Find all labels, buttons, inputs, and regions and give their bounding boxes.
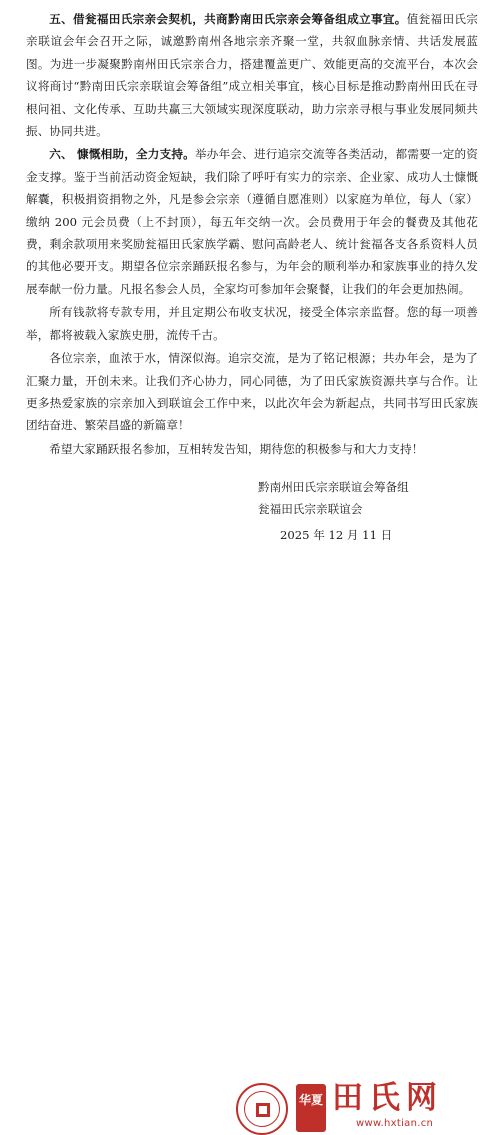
seal-inner-ring (244, 1091, 280, 1127)
closing-text: 希望大家踊跃报名参加，互相转发告知，期待您的积极参与和大力支持！ (49, 441, 424, 456)
funds-text: 所有钱款将专款专用，并且定期公布收支状况，接受全体宗亲监督。您的每一项善举，都将被载入家族史册，流传千古。 (26, 305, 478, 342)
brand-name: 田氏网 (332, 1080, 443, 1116)
paragraph-six (26, 143, 478, 300)
paragraph-closing (26, 438, 478, 460)
site-url[interactable]: www.hxtian.cn (356, 1118, 434, 1129)
document-body (26, 8, 478, 461)
stamp-badge: 华夏 (296, 1084, 326, 1132)
paragraph-five (26, 8, 478, 142)
section-text-six: 举办年会、进行追宗交流等各类活动，都需要一定的资金支撑。鉴于当前活动资金短缺，我们除了呼吁有实力的宗亲、企业家、成功人士慷慨解囊，积极捐资捐物之外，凡是参会宗亲（遵循自愿准则）以家庭为单位，每人（家）缴纳 200 元会员费（上不封顶），每五年交纳一次。会员费用于年会的餐费及其他花费，剩余款项用来奖励瓮福田氏家族学霸、慰问高龄老人、统计瓮福各支各系资料人员的其他必要开支。期望各位宗亲踊跃报名参与，为年会的顺利举办和家族事业的持久发展奉献一份力量。凡报名参会人员，全家均可参加年会聚餐，让我们的年会更加热闹。 (26, 147, 478, 296)
seal-logo-icon (236, 1083, 288, 1135)
section-text-five: 值瓮福田氏宗亲联谊会年会召开之际，诚邀黔南州各地宗亲齐聚一堂，共叙血脉亲情、共话发展蓝图。为进一步凝聚黔南州田氏宗亲合力，搭建覆盖更广、效能更高的交流平台，本次会议将商讨“黔南田氏宗亲联谊会筹备组”成立相关事宜，核心目标是推动黔南州田氏在寻根问祖、文化传承、互助共赢三大领域实现深度联动，助力宗亲寻根与事业发展同频共振、协同共进。 (26, 12, 478, 139)
section-heading-five: 五、借瓮福田氏宗亲会契机，共商黔南田氏宗亲会筹备组成立事宜。 (49, 12, 407, 26)
appeal-text: 各位宗亲，血浓于水，情深似海。追宗交流，是为了铭记根源；共办年会，是为了汇聚力量，开创未来。让我们齐心协力，同心同德，为了田氏家族资源共享与合作。让更多热爱家族的宗亲加入到联谊会工作中来，以此次年会为新起点，共同书写田氏家族团结奋进、繁荣昌盛的新篇章！ (26, 351, 478, 433)
section-heading-six: 六、 慷慨相助，全力支持。 (49, 147, 195, 162)
signature-date: 2025 年 12 月 11 日 (280, 528, 393, 542)
paragraph-appeal (26, 347, 478, 437)
seal-center-mark (256, 1103, 270, 1117)
signature-org-2: 瓮福田氏宗亲联谊会 (258, 502, 363, 516)
signature-org-1: 黔南州田氏宗亲联谊会筹备组 (258, 480, 409, 494)
paragraph-funds (26, 301, 478, 346)
site-footer-banner (0, 538, 497, 1129)
